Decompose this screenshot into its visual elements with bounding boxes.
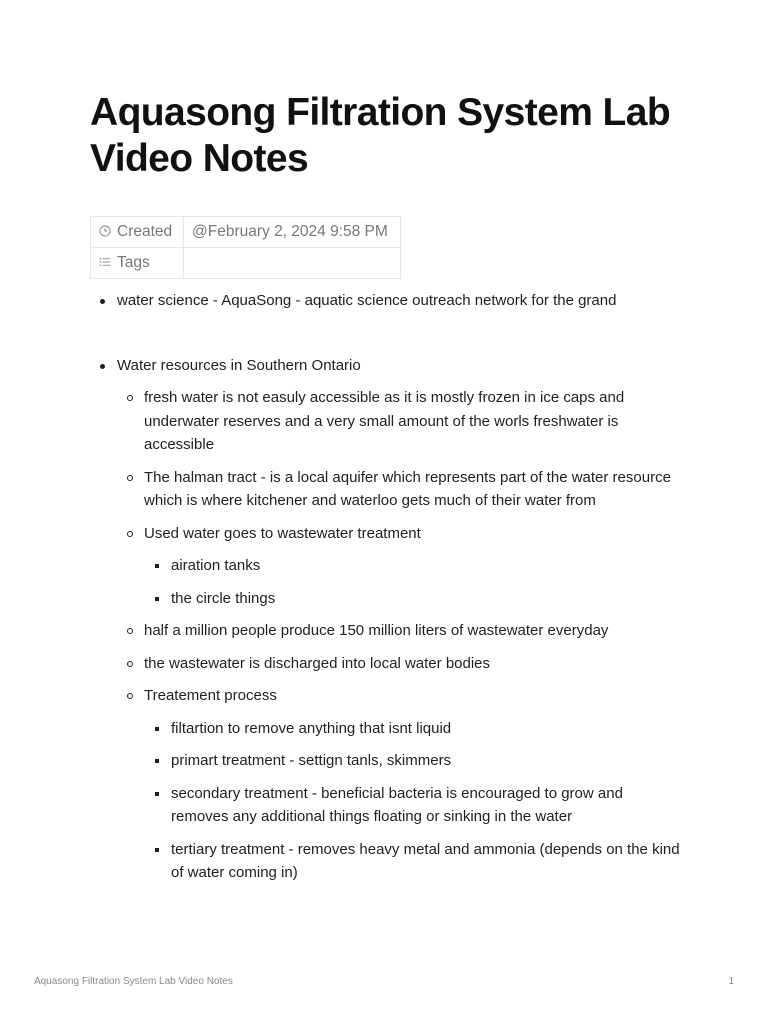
bullet-list (90, 289, 680, 885)
list-item-text: Used water goes to wastewater treatment (144, 524, 421, 542)
list-item-text: fresh water is not easuly accessible as it is mostly frozen in ice caps and underwater reserves and a very small amount of the worls freshwater is accessible (144, 389, 625, 453)
property-row-tags (91, 248, 401, 279)
list-item (117, 466, 680, 513)
property-key-tags (91, 248, 184, 279)
notes-content (90, 289, 680, 885)
list-item (144, 587, 680, 611)
document-page (90, 90, 680, 885)
list-item-text: secondary treatment - beneficial bacteria is encouraged to grow and removes any additional things floating or sinking in the water (171, 784, 623, 825)
list-item-text: The halman tract - is a local aquifer which represents part of the water resource which is where kitchener and waterloo gets much of their water from (144, 468, 671, 509)
sub-sub-list (144, 717, 680, 885)
list-item-text: the wastewater is discharged into local water bodies (144, 654, 491, 672)
property-value-created: @February 2, 2024 9:58 PM (184, 217, 401, 248)
list-item (144, 838, 680, 885)
clock-icon (99, 225, 111, 237)
list-item-text: Treatement process (144, 687, 277, 704)
list-item-text: airation tanks (171, 557, 261, 574)
sub-sub-list (144, 554, 680, 610)
list-icon (99, 256, 111, 268)
list-item-text: half a million people produce 150 million liters of wastewater everyday (144, 622, 609, 639)
list-item-text: filtartion to remove anything that isnt liquid (171, 719, 452, 737)
list-item-text: the circle things (171, 589, 276, 607)
property-row-created (91, 217, 401, 248)
list-item (144, 554, 680, 578)
list-item (117, 386, 680, 457)
property-key-label: Tags (117, 254, 150, 271)
sub-list (117, 386, 680, 885)
property-value-tags (184, 248, 401, 279)
list-item (117, 619, 680, 643)
page-footer (34, 976, 734, 987)
list-item (90, 354, 680, 885)
footer-title: Aquasong Filtration System Lab Video Notes (34, 976, 233, 987)
list-item (144, 749, 680, 773)
property-key-label: Created (117, 223, 173, 240)
list-item (117, 684, 680, 885)
property-key-created (91, 217, 184, 248)
list-item-text: water science - AquaSong - aquatic science outreach network for the grand (117, 292, 617, 309)
list-item (117, 652, 680, 676)
list-item-text: tertiary treatment - removes heavy metal and ammonia (depends on the kind of water coming in) (171, 840, 680, 881)
page-title: Aquasong Filtration System Lab Video Notes (90, 91, 671, 180)
list-item-text: Water resources in Southern Ontario (117, 356, 361, 374)
list-item (144, 717, 680, 741)
page-number: 1 (728, 976, 734, 987)
list-item (90, 289, 680, 313)
properties-table (90, 216, 401, 279)
list-item (144, 782, 680, 829)
list-item-text: primart treatment - settign tanls, skimmers (171, 752, 452, 769)
list-item (117, 522, 680, 611)
